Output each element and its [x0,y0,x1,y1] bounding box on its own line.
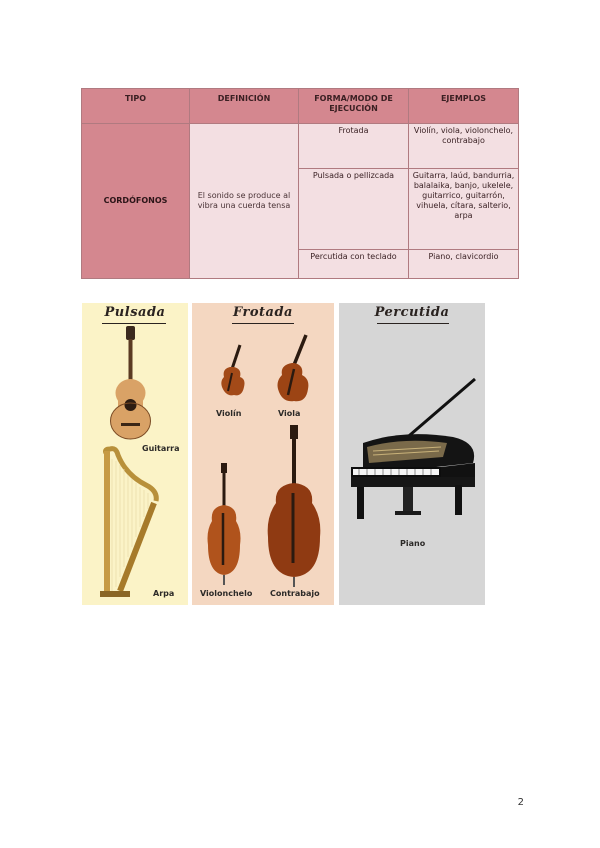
panel-frotada [192,303,334,605]
label-violin: Violín [216,409,242,418]
label-guitarra: Guitarra [142,444,180,453]
label-violonchelo: Violonchelo [200,589,253,598]
viola-icon [272,333,316,405]
header-definicion: DEFINICIÓN [190,89,299,124]
table-header-row [82,89,519,124]
panel-title-pulsada: Pulsada [104,305,166,320]
cell-mode: Pulsada o pellizcada [299,169,409,250]
cell-mode: Percutida con teclado [299,250,409,279]
title-underline [232,323,294,324]
panel-percutida [339,303,485,605]
piano-icon [343,377,483,529]
guitar-icon [106,325,156,441]
header-ejemplos: EJEMPLOS [409,89,519,124]
cello-icon [204,461,244,585]
title-underline [102,323,166,324]
panel-pulsada [82,303,188,605]
label-contrabajo: Contrabajo [270,589,320,598]
instrument-table [81,88,519,279]
cell-examples: Violín, viola, violonchelo, contrabajo [409,124,519,169]
title-underline [377,323,449,324]
cell-tipo: CORDÓFONOS [82,124,190,279]
header-tipo: TIPO [82,89,190,124]
panel-title-frotada: Frotada [233,305,293,320]
cell-mode: Frotada [299,124,409,169]
panel-title-percutida: Percutida [374,305,450,320]
cell-examples: Guitarra, laúd, bandurria, balalaika, banjo, ukelele, guitarrico, guitarrón, vihuela, cítara, salterio, arpa [409,169,519,250]
double-bass-icon [262,423,326,587]
header-forma: FORMA/MODO DE EJECUCIÓN [299,89,409,124]
table-row [82,124,519,169]
label-piano: Piano [400,539,426,548]
label-arpa: Arpa [153,589,175,598]
page-number: 2 [517,797,524,808]
cell-examples: Piano, clavicordio [409,250,519,279]
label-viola: Viola [278,409,301,418]
cell-definicion: El sonido se produce al vibra una cuerda tensa [190,124,299,279]
harp-icon [96,445,162,599]
violin-icon [218,343,252,399]
